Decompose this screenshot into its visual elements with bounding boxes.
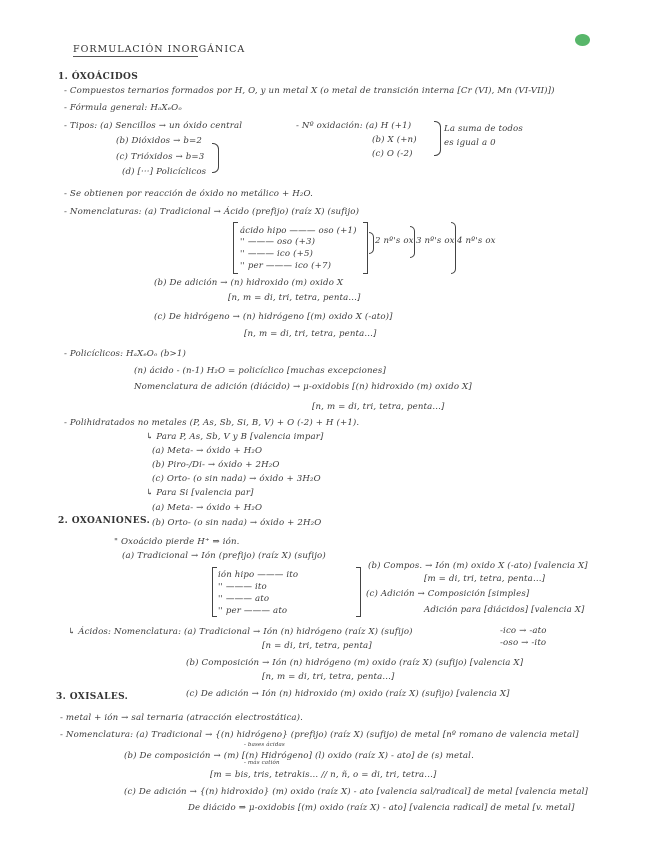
salt-acid-bases-note: - bases ácidas	[244, 742, 285, 748]
acids-prefixes-line: [n = di, tri, tetra, penta]	[262, 641, 372, 651]
page-title: FORMULACIÓN INORGÁNICA	[73, 44, 246, 55]
general-formula-line: - Fórmula general: HₐXₑOₒ	[64, 103, 182, 113]
anion-ato-row: '' ——— ato	[218, 594, 270, 604]
flower-logo-icon	[575, 34, 590, 46]
addition-prefixes-line: [n, m = di, tri, tetra, penta...]	[228, 293, 361, 303]
anion-hipo-ito-row: ión hipo ——— ito	[218, 570, 299, 580]
salt-definition-line: - metal + ión → sal ternaria (atracción electrostática).	[60, 713, 304, 723]
ox-states-brace-4	[451, 222, 456, 274]
oso-ito-rule: -oso → -ito	[500, 638, 547, 648]
two-ox-states-label: 2 nº's ox	[375, 236, 414, 246]
sum-equals-line: es igual a 0	[444, 138, 496, 148]
even-valence-line: ↳ Para Si [valencia par]	[146, 488, 254, 498]
salt-diacid-line: De diácido ⇒ μ-oxidobis [(m) oxido (raíz X) - ato] [valencia radical] de metal [v. metal]	[188, 803, 575, 813]
salt-traditional-line: - Nomenclatura: (a) Tradicional → {(n) hidrógeno} (prefijo) (raíz X) (sufijo) de metal [nº romano de valencia metal]	[60, 730, 579, 740]
three-ox-states-label: 3 nº's ox	[416, 236, 455, 246]
obtained-line: - Se obtienen por reacción de óxido no metálico + H₂O.	[64, 189, 314, 199]
anion-bracket-right	[356, 567, 361, 617]
salt-cation-note: - más catión	[244, 760, 280, 766]
anion-per-ato-row: '' per ——— ato	[218, 606, 288, 616]
hydrogen-prefixes-line: [n, m = di, tri, tetra, penta...]	[244, 329, 377, 339]
acid-hipo-oso-row: ácido hipo ——— oso (+1)	[240, 226, 357, 236]
section-oxoaniones-heading: 2. OXOANIONES.	[58, 516, 151, 526]
acids-composition-line: (b) Composición → Ión (n) hidrógeno (m) oxido (raíz X) (sufijo) [valencia X]	[186, 658, 524, 668]
anion-composition-line: (b) Compos. → Ión (m) oxido X (-ato) [valencia X]	[368, 561, 588, 571]
odd-valence-line: ↳ Para P, As, Sb, V y B [valencia impar]	[146, 432, 324, 442]
type-trioxides-line: (c) Trióxidos → b=3	[116, 152, 205, 162]
definition-line: - Compuestos ternarios formados por H, O, y un metal X (o metal de transición interna [Cr (VI), Mn (VI-VII)])	[64, 86, 555, 96]
nomenclature-bracket-right	[363, 222, 368, 274]
type-polycyclic-line: (d) [···] Policíclicos	[122, 167, 207, 177]
orto-line-2: (b) Orto- (o sin nada) → óxido + 2H₂O	[152, 518, 322, 528]
acids-composition-prefixes: [n, m = di, tri, tetra, penta...]	[262, 672, 395, 682]
polycyclic-formula-line: (n) ácido - (n-1) H₂O = policíclico [muchas excepciones]	[134, 366, 386, 376]
anion-composition-prefixes: [m = di, tri, tetra, penta...]	[424, 574, 546, 584]
salt-addition-line: (c) De adición → {(n) hidroxido} (m) oxido (raíz X) - ato [valencia sal/radical] de metal [valencia metal]	[124, 787, 588, 797]
sum-note-line: La suma de todos	[444, 124, 523, 134]
loses-proton-line: " Oxoácido pierde H⁺ ⇒ ión.	[114, 537, 240, 547]
acids-nomenclature-line: ↳ Ácidos: Nomenclatura: (a) Tradicional → Ión (n) hidrógeno (raíz X) (sufijo)	[68, 627, 413, 637]
acid-ico-row: '' ——— ico (+5)	[240, 249, 314, 259]
acid-oso-row: '' ——— oso (+3)	[240, 237, 316, 247]
type-dioxides-line: (b) Dióxidos → b=2	[116, 136, 202, 146]
anion-addition-line: (c) Adición → Composición [simples]	[366, 589, 530, 599]
four-ox-states-label: 4 nº's ox	[457, 236, 496, 246]
acid-per-ico-row: '' per ——— ico (+7)	[240, 261, 332, 271]
polycyclic-line: - Policíclicos: HₐXₑOₒ (b>1)	[64, 349, 186, 359]
anion-bracket-left	[212, 567, 217, 617]
anion-traditional-line: (a) Tradicional → Ión (prefijo) (raíz X) (sufijo)	[122, 551, 326, 561]
anion-ito-row: '' ——— ito	[218, 582, 267, 592]
ox-states-brace-2	[369, 232, 374, 254]
oxidation-x-line: (b) X (+n)	[372, 135, 417, 145]
ico-ato-rule: -ico → -ato	[500, 626, 547, 636]
oxidation-o-line: (c) O (-2)	[372, 149, 413, 159]
acids-addition-line: (c) De adición → Ión (n) hidroxido (m) oxido (raíz X) (sufijo) [valencia X]	[186, 689, 510, 699]
salt-composition-prefixes: [m = bis, tris, tetrakis... // n, ñ, o = di, tri, tetra...]	[210, 770, 437, 780]
polyhydrated-line: - Polihidratados no metales (P, As, Sb, Si, B, V) + O (-2) + H (+1).	[64, 418, 360, 428]
section-oxisales-heading: 3. OXISALES.	[56, 692, 129, 702]
orto-line-1: (c) Orto- (o sin nada) → óxido + 3H₂O	[152, 474, 321, 484]
piro-line: (b) Piro-/Di- → óxido + 2H₂O	[152, 460, 280, 470]
diacid-nomenclature-line: Nomenclatura de adición (diácido) → μ-oxidobis [(n) hidroxido (m) oxido X]	[134, 382, 472, 392]
salt-composition-line: (b) De composición → (m) [(n) Hidrógeno] (l) oxido (raíz X) - ato] de (s) metal.	[124, 751, 474, 761]
anion-addition-diacid: Adición para [diácidos] [valencia X]	[424, 605, 585, 615]
nomenclature-hydrogen-line: (c) De hidrógeno → (n) hidrógeno [(m) oxido X (-ato)]	[154, 312, 393, 322]
oxidation-numbers-line: - Nº oxidación: (a) H (+1)	[296, 121, 412, 131]
types-line: - Tipos: (a) Sencillos → un óxido central	[64, 121, 243, 131]
types-brace	[212, 143, 219, 173]
meta-line-2: (a) Meta- → óxido + H₂O	[152, 503, 263, 513]
diacid-prefixes-line: [n, m = di, tri, tetra, penta...]	[312, 402, 445, 412]
nomenclature-bracket-left	[233, 222, 238, 274]
nomenclature-addition-line: (b) De adición → (n) hidroxido (m) oxido X	[154, 278, 344, 288]
section-oxoacidos-heading: 1. ÓXOÁCIDOS	[58, 72, 139, 82]
meta-line-1: (a) Meta- → óxido + H₂O	[152, 446, 263, 456]
title-underline	[73, 56, 198, 57]
oxidation-brace	[434, 121, 441, 156]
nomenclature-traditional-line: - Nomenclaturas: (a) Tradicional → Ácido (prefijo) (raíz X) (sufijo)	[64, 207, 360, 217]
